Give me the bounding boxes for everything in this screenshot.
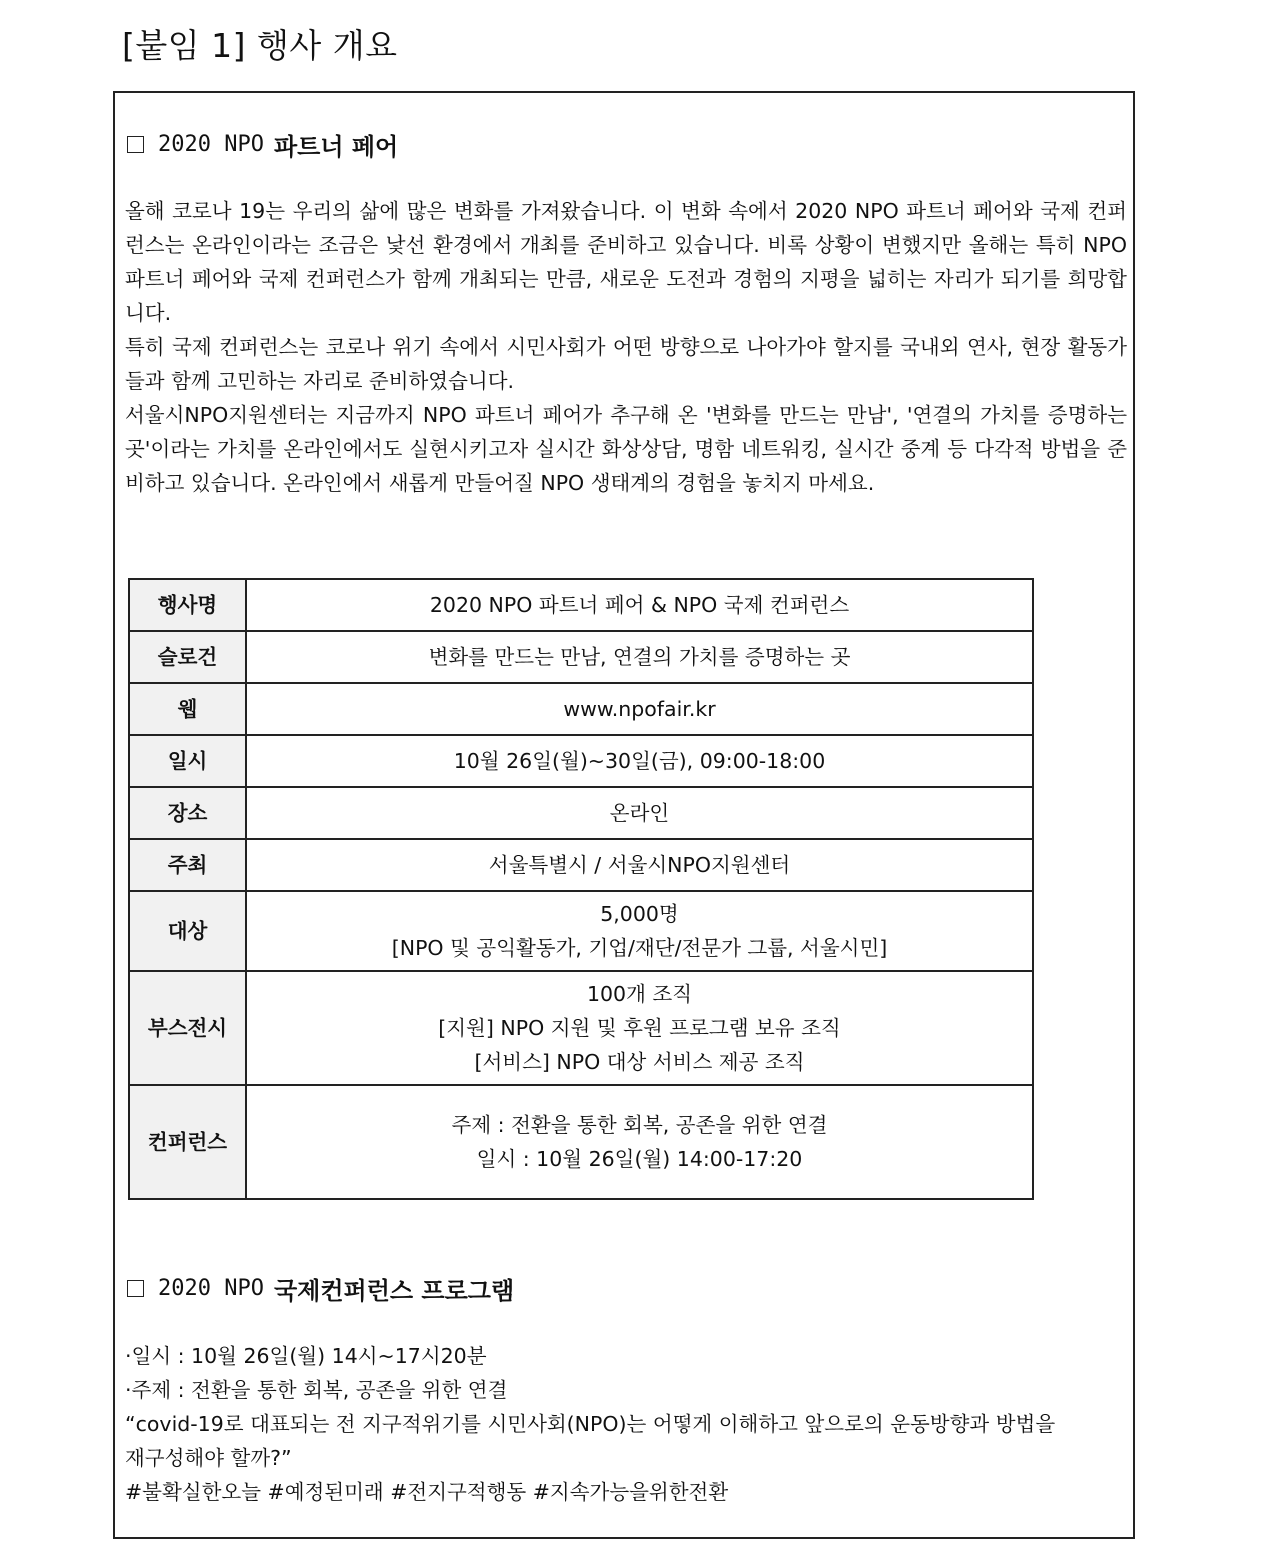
table-row xyxy=(129,787,1033,839)
table-row xyxy=(129,631,1033,683)
table-row xyxy=(129,683,1033,735)
intro-paragraph: 올해 코로나 19는 우리의 삶에 많은 변화를 가져왔습니다. 이 변화 속에서 2020 NPO 파트너 페어와 국제 컨퍼런스는 온라인이라는 조금은 낯선 환경에서 개최를 준비하고 있습니다. 비록 상황이 변했지만 올해는 특히 NPO 파트너 페어와 국제 컨퍼런스가 함께 개최되는 만큼, 새로운 도전과 경험의 지평을 넓히는 자리가 되기를 희망합니다. xyxy=(125,199,1127,325)
row-label: 일시 xyxy=(129,735,246,787)
row-value xyxy=(246,787,1033,839)
row-value-line: [서비스] NPO 대상 서비스 제공 조직 xyxy=(474,1050,805,1074)
row-value xyxy=(246,839,1033,891)
row-label: 웹 xyxy=(129,683,246,735)
section-title-conference-program xyxy=(127,1271,514,1306)
row-value-line: 5,000명 xyxy=(600,902,679,926)
row-value xyxy=(246,735,1033,787)
row-label: 행사명 xyxy=(129,579,246,631)
table-row xyxy=(129,735,1033,787)
row-value-line: 일시 : 10월 26일(월) 14:00-17:20 xyxy=(476,1147,803,1171)
row-value-line: 서울특별시 / 서울시NPO지원센터 xyxy=(488,853,791,877)
web-link[interactable]: www.npofair.kr xyxy=(563,697,716,721)
table-row xyxy=(129,579,1033,631)
row-value-line: 온라인 xyxy=(609,801,670,825)
intro-paragraph: 서울시NPO지원센터는 지금까지 NPO 파트너 페어가 추구해 온 '변화를 만드는 만남', '연결의 가치를 증명하는 곳'이라는 가치를 온라인에서도 실현시키고자 실시간 화상상담, 명함 네트워킹, 실시간 중계 등 다각적 방법을 준비하고 있습니다. 온라인에서 새롭게 만들어질 NPO 생태계의 경험을 놓치지 마세요. xyxy=(125,403,1127,495)
row-value-line: 100개 조직 xyxy=(586,982,693,1006)
row-value-line: 10월 26일(월)~30일(금), 09:00-18:00 xyxy=(453,749,826,773)
row-value-line: [지원] NPO 지원 및 후원 프로그램 보유 조직 xyxy=(438,1016,841,1040)
overview-frame xyxy=(113,91,1135,1539)
intro-paragraph: 특히 국제 컨퍼런스는 코로나 위기 속에서 시민사회가 어떤 방향으로 나아가야 할지를 국내외 연사, 현장 활동가들과 함께 고민하는 자리로 준비하였습니다. xyxy=(125,335,1127,393)
event-info-table xyxy=(128,578,1034,1200)
page-heading: [붙임 1] 행사 개요 xyxy=(122,26,398,65)
row-value-line: 2020 NPO 파트너 페어 & NPO 국제 컨퍼런스 xyxy=(429,593,850,617)
program-date: ·일시 : 10월 26일(월) 14시~17시20분 xyxy=(125,1344,487,1368)
program-details xyxy=(125,1339,1127,1509)
row-value-line: [NPO 및 공익활동가, 기업/재단/전문가 그룹, 서울시민] xyxy=(391,936,888,960)
row-value xyxy=(246,971,1033,1085)
row-value-line: 변화를 만드는 만남, 연결의 가치를 증명하는 곳 xyxy=(428,645,851,669)
section-title-year: 2020 NPO xyxy=(158,1276,264,1301)
row-label: 컨퍼런스 xyxy=(129,1085,246,1199)
table-row xyxy=(129,839,1033,891)
section-title-text: 파트너 페어 xyxy=(273,133,399,161)
row-value xyxy=(246,1085,1033,1199)
row-value-line: 주제 : 전환을 통한 회복, 공존을 위한 연결 xyxy=(451,1113,828,1137)
row-label: 슬로건 xyxy=(129,631,246,683)
checkbox-square-icon xyxy=(127,1280,144,1297)
checkbox-square-icon xyxy=(127,136,144,153)
program-hashtags: #불확실한오늘 #예정된미래 #전지구적행동 #지속가능을위한전환 xyxy=(125,1480,729,1504)
section-title-partner-fair xyxy=(127,127,398,162)
table-row xyxy=(129,971,1033,1085)
program-question: 재구성해야 할까?” xyxy=(125,1446,292,1470)
intro-text xyxy=(125,194,1127,500)
row-label: 장소 xyxy=(129,787,246,839)
row-label: 부스전시 xyxy=(129,971,246,1085)
program-topic: ·주제 : 전환을 통한 회복, 공존을 위한 연결 xyxy=(125,1378,508,1402)
table-row xyxy=(129,891,1033,971)
row-label: 주최 xyxy=(129,839,246,891)
row-value xyxy=(246,683,1033,735)
row-value xyxy=(246,579,1033,631)
row-label: 대상 xyxy=(129,891,246,971)
section-title-year: 2020 NPO xyxy=(158,132,264,157)
section-title-text: 국제컨퍼런스 프로그램 xyxy=(273,1277,515,1305)
table-row xyxy=(129,1085,1033,1199)
program-question: “covid-19로 대표되는 전 지구적위기를 시민사회(NPO)는 어떻게 이해하고 앞으로의 운동방향과 방법을 xyxy=(125,1412,1056,1436)
row-value xyxy=(246,631,1033,683)
row-value xyxy=(246,891,1033,971)
